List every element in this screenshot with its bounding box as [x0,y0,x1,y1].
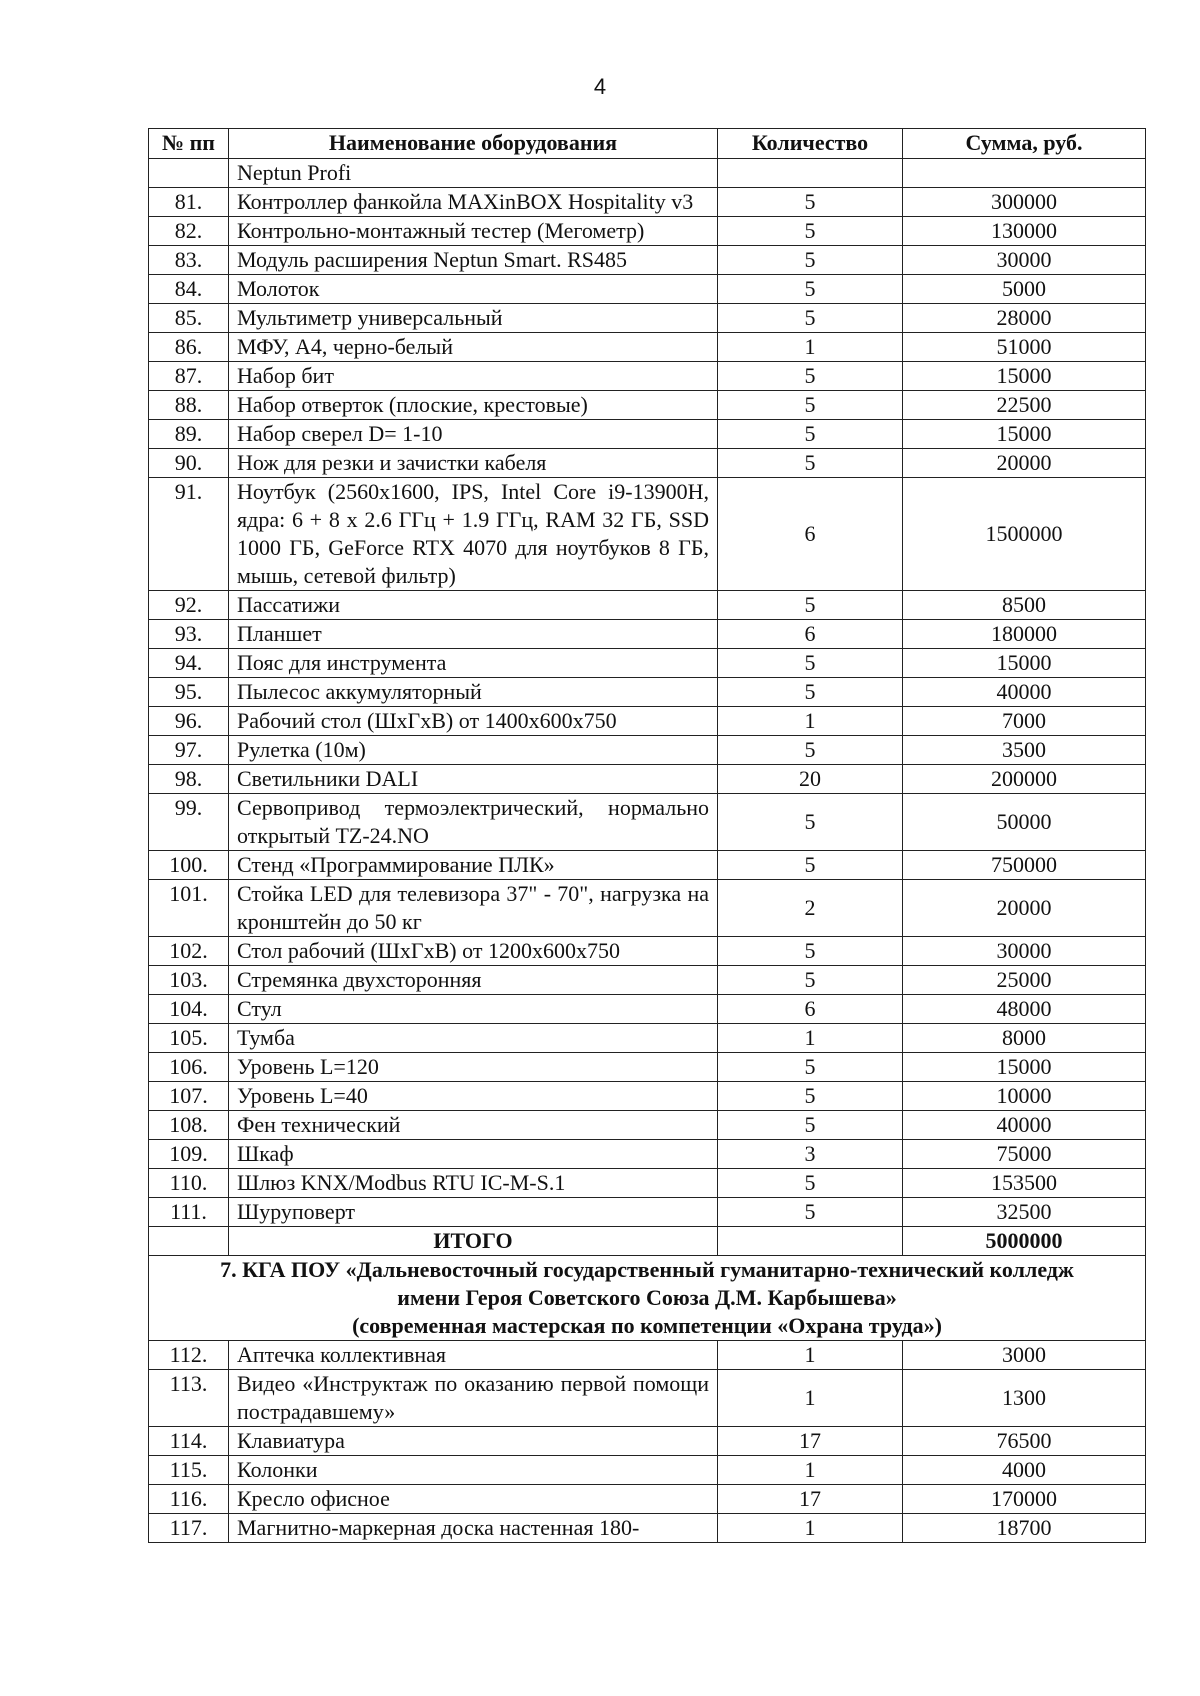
quantity: 5 [718,420,903,449]
table-row [149,1341,1146,1370]
equipment-name: Neptun Profi [229,159,718,188]
equipment-name: Кресло офисное [229,1485,718,1514]
table-row [149,391,1146,420]
row-number: 92. [149,591,229,620]
row-number: 113. [149,1370,229,1427]
quantity: 5 [718,966,903,995]
amount: 3000 [903,1341,1146,1370]
amount: 15000 [903,649,1146,678]
row-number: 105. [149,1024,229,1053]
quantity: 5 [718,217,903,246]
equipment-name: Рабочий стол (ШхГхВ) от 1400x600x750 [229,707,718,736]
equipment-name: Мультиметр универсальный [229,304,718,333]
table-row [149,736,1146,765]
equipment-name: Рулетка (10м) [229,736,718,765]
quantity: 1 [718,1024,903,1053]
amount: 5000 [903,275,1146,304]
header-num: № пп [149,129,229,159]
total-label: ИТОГО [229,1227,718,1256]
table-row [149,765,1146,794]
table-row [149,995,1146,1024]
amount: 22500 [903,391,1146,420]
quantity: 6 [718,995,903,1024]
row-number: 108. [149,1111,229,1140]
quantity: 5 [718,794,903,851]
amount: 180000 [903,620,1146,649]
amount: 130000 [903,217,1146,246]
equipment-name: Стойка LED для телевизора 37" - 70", нагрузка на кронштейн до 50 кг [229,880,718,937]
row-number: 83. [149,246,229,275]
amount: 48000 [903,995,1146,1024]
equipment-name: Пылесос аккумуляторный [229,678,718,707]
quantity [718,159,903,188]
quantity: 5 [718,591,903,620]
quantity: 5 [718,449,903,478]
table-row [149,362,1146,391]
table-row [149,1514,1146,1543]
quantity: 5 [718,1053,903,1082]
amount: 50000 [903,794,1146,851]
total-qty-cell [718,1227,903,1256]
row-number: 104. [149,995,229,1024]
table-row [149,1024,1146,1053]
table-row [149,620,1146,649]
amount: 76500 [903,1427,1146,1456]
row-number: 106. [149,1053,229,1082]
row-number: 112. [149,1341,229,1370]
row-number: 99. [149,794,229,851]
equipment-name: Аптечка коллективная [229,1341,718,1370]
row-number: 100. [149,851,229,880]
table-row [149,159,1146,188]
table-total [149,1227,1146,1341]
quantity: 1 [718,1341,903,1370]
table-row [149,649,1146,678]
row-number: 81. [149,188,229,217]
row-number: 91. [149,478,229,591]
amount: 8000 [903,1024,1146,1053]
equipment-name: Планшет [229,620,718,649]
amount: 750000 [903,851,1146,880]
quantity: 20 [718,765,903,794]
equipment-name: Уровень L=40 [229,1082,718,1111]
row-number: 117. [149,1514,229,1543]
row-number: 90. [149,449,229,478]
equipment-name: Нож для резки и зачистки кабеля [229,449,718,478]
equipment-name: Шлюз KNX/Modbus RTU IC-M-S.1 [229,1169,718,1198]
row-number: 85. [149,304,229,333]
table-row [149,217,1146,246]
row-number: 114. [149,1427,229,1456]
table-row [149,1456,1146,1485]
table-row [149,707,1146,736]
equipment-name: Ноутбук (2560x1600, IPS, Intel Core i9-13900H, ядра: 6 + 8 x 2.6 ГГц + 1.9 ГГц, RAM 32 ГБ, SSD 1000 ГБ, GeForce RTX 4070 для ноутбуков 8 ГБ, мышь, сетевой фильтр) [229,478,718,591]
quantity: 2 [718,880,903,937]
quantity: 5 [718,1111,903,1140]
amount: 28000 [903,304,1146,333]
quantity: 5 [718,1198,903,1227]
amount: 7000 [903,707,1146,736]
quantity: 5 [718,362,903,391]
amount: 1300 [903,1370,1146,1427]
table-row [149,1140,1146,1169]
row-number: 82. [149,217,229,246]
table-body-part2 [149,1341,1146,1543]
amount [903,159,1146,188]
equipment-name: Шкаф [229,1140,718,1169]
row-number: 98. [149,765,229,794]
quantity: 5 [718,304,903,333]
table-row [149,1427,1146,1456]
section-line-3: (современная мастерская по компетенции «Охрана труда») [352,1313,942,1338]
quantity: 1 [718,707,903,736]
amount: 75000 [903,1140,1146,1169]
table-row [149,678,1146,707]
table-row [149,1370,1146,1427]
equipment-name: Сервопривод термоэлектрический, нормально открытый TZ-24.NO [229,794,718,851]
section-heading [149,1256,1146,1341]
amount: 25000 [903,966,1146,995]
quantity: 5 [718,1082,903,1111]
total-sum: 5000000 [903,1227,1146,1256]
equipment-name: Набор бит [229,362,718,391]
row-number: 87. [149,362,229,391]
equipment-table [148,128,1146,1543]
header-name: Наименование оборудования [229,129,718,159]
amount: 51000 [903,333,1146,362]
equipment-name: Светильники DALI [229,765,718,794]
page-number: 4 [593,74,607,99]
equipment-name: Магнитно-маркерная доска настенная 180- [229,1514,718,1543]
quantity: 1 [718,333,903,362]
section-line-2: имени Героя Советского Союза Д.М. Карбышева» [397,1285,897,1310]
equipment-name: Набор сверел D= 1-10 [229,420,718,449]
quantity: 6 [718,620,903,649]
quantity: 5 [718,937,903,966]
row-number: 107. [149,1082,229,1111]
equipment-name: Модуль расширения Neptun Smart. RS485 [229,246,718,275]
table-row [149,1169,1146,1198]
quantity: 17 [718,1427,903,1456]
table-row [149,1485,1146,1514]
quantity: 5 [718,1169,903,1198]
table-row [149,1053,1146,1082]
table-row [149,1082,1146,1111]
row-number: 93. [149,620,229,649]
amount: 30000 [903,246,1146,275]
quantity: 5 [718,391,903,420]
table-row [149,591,1146,620]
quantity: 3 [718,1140,903,1169]
quantity: 17 [718,1485,903,1514]
amount: 15000 [903,420,1146,449]
quantity: 5 [718,275,903,304]
row-number [149,159,229,188]
amount: 153500 [903,1169,1146,1198]
amount: 18700 [903,1514,1146,1543]
row-number: 110. [149,1169,229,1198]
equipment-name: Стенд «Программирование ПЛК» [229,851,718,880]
row-number: 95. [149,678,229,707]
amount: 20000 [903,880,1146,937]
quantity: 5 [718,188,903,217]
table-header-row [149,129,1146,159]
table-row [149,794,1146,851]
amount: 200000 [903,765,1146,794]
row-number: 88. [149,391,229,420]
equipment-name: МФУ, А4, черно-белый [229,333,718,362]
equipment-name: Шуруповерт [229,1198,718,1227]
amount: 20000 [903,449,1146,478]
row-number: 111. [149,1198,229,1227]
header-sum: Сумма, руб. [903,129,1146,159]
row-number: 86. [149,333,229,362]
equipment-name: Фен технический [229,1111,718,1140]
total-num-cell [149,1227,229,1256]
equipment-name: Тумба [229,1024,718,1053]
table-row [149,188,1146,217]
amount: 300000 [903,188,1146,217]
row-number: 84. [149,275,229,304]
table-row [149,1198,1146,1227]
equipment-name: Молоток [229,275,718,304]
amount: 30000 [903,937,1146,966]
row-number: 103. [149,966,229,995]
section-line-1: 7. КГА ПОУ «Дальневосточный государственный гуманитарно-технический колледж [220,1257,1074,1282]
quantity: 5 [718,851,903,880]
row-number: 109. [149,1140,229,1169]
quantity: 5 [718,649,903,678]
equipment-name: Видео «Инструктаж по оказанию первой помощи пострадавшему» [229,1370,718,1427]
table-row [149,420,1146,449]
equipment-name: Пассатижи [229,591,718,620]
equipment-name: Уровень L=120 [229,1053,718,1082]
row-number: 101. [149,880,229,937]
amount: 15000 [903,362,1146,391]
table-row [149,966,1146,995]
amount: 8500 [903,591,1146,620]
row-number: 116. [149,1485,229,1514]
equipment-name: Колонки [229,1456,718,1485]
amount: 32500 [903,1198,1146,1227]
equipment-name: Клавиатура [229,1427,718,1456]
row-number: 94. [149,649,229,678]
row-number: 102. [149,937,229,966]
table-row [149,478,1146,591]
equipment-name: Стол рабочий (ШхГхВ) от 1200x600x750 [229,937,718,966]
table-row [149,246,1146,275]
equipment-name: Контрольно-монтажный тестер (Мегометр) [229,217,718,246]
amount: 10000 [903,1082,1146,1111]
table-row [149,880,1146,937]
quantity: 1 [718,1370,903,1427]
total-row [149,1227,1146,1256]
equipment-name: Набор отверток (плоские, крестовые) [229,391,718,420]
amount: 4000 [903,1456,1146,1485]
amount: 170000 [903,1485,1146,1514]
amount: 40000 [903,678,1146,707]
quantity: 6 [718,478,903,591]
table-row [149,937,1146,966]
amount: 40000 [903,1111,1146,1140]
quantity: 5 [718,736,903,765]
amount: 1500000 [903,478,1146,591]
quantity: 5 [718,246,903,275]
quantity: 5 [718,678,903,707]
table-row [149,275,1146,304]
header-qty: Количество [718,129,903,159]
table-row [149,449,1146,478]
equipment-name: Стул [229,995,718,1024]
row-number: 97. [149,736,229,765]
section-heading-row [149,1256,1146,1341]
amount: 15000 [903,1053,1146,1082]
table-body-part1 [149,159,1146,1227]
equipment-name: Стремянка двухсторонняя [229,966,718,995]
row-number: 89. [149,420,229,449]
equipment-name: Пояс для инструмента [229,649,718,678]
table-row [149,333,1146,362]
equipment-name: Контроллер фанкойла MAXinBOX Hospitality v3 [229,188,718,217]
row-number: 96. [149,707,229,736]
table-row [149,304,1146,333]
amount: 3500 [903,736,1146,765]
row-number: 115. [149,1456,229,1485]
quantity: 1 [718,1456,903,1485]
table-row [149,1111,1146,1140]
table-row [149,851,1146,880]
quantity: 1 [718,1514,903,1543]
